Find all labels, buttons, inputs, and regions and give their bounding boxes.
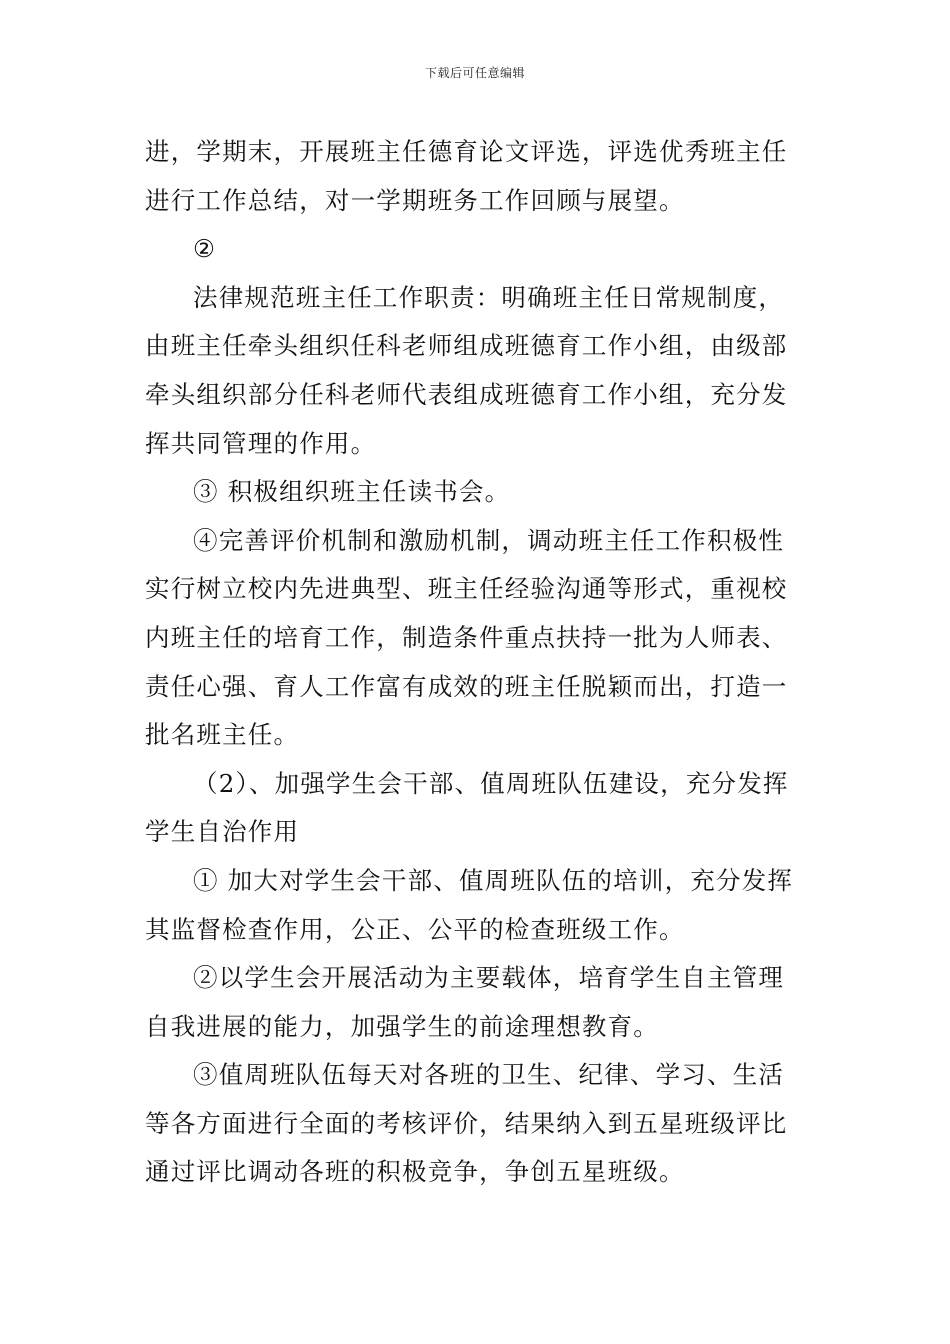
paragraph-reading-club: ③ 积极组织班主任读书会。 — [193, 477, 511, 507]
page-header: 下载后可任意编辑 — [424, 66, 525, 80]
paragraph-activities: ②以学生会开展活动为主要载体，培育学生自主管理自我进展的能力，加强学生的前途理想教育。 — [145, 963, 785, 1041]
paragraph-continuation: 进，学期末，开展班主任德育论文评选，评选优秀班主任进行工作总结，对一学期班务工作回顾与展望。 — [145, 137, 788, 215]
paragraph-marker-2: ② — [193, 234, 217, 264]
paragraph-training: ① 加大对学生会干部、值周班队伍的培训，充分发挥其监督检查作用，公正、公平的检查班级工作。 — [145, 865, 794, 944]
paragraph-duties: 法律规范班主任工作职责：明确班主任日常规制度，由班主任牵头组织任科老师组成班德育工作小组，由级部牵头组织部分任科老师代表组成班德育工作小组，充分发挥共同管理的作用。 — [145, 282, 788, 458]
paragraph-weekly-duty: ③值周班队伍每天对各班的卫生、纪律、学习、生活等各方面进行全面的考核评价，结果纳入到五星班级评比通过评比调动各班的积极竞争，争创五星班级。 — [145, 1060, 788, 1187]
paragraph-evaluation: ④完善评价机制和激励机制，调动班主任工作积极性实行树立校内先进典型、班主任经验沟通等形式，重视校内班主任的培育工作，制造条件重点扶持一批为人师表、责任心强、育人工作富有成效的班主任脱颖而出，打造一批名班主任。 — [145, 525, 788, 750]
paragraph-student-union-heading: （2）、加强学生会干部、值周班队伍建设，充分发挥学生自治作用 — [145, 768, 789, 847]
document-body — [145, 128, 809, 1197]
